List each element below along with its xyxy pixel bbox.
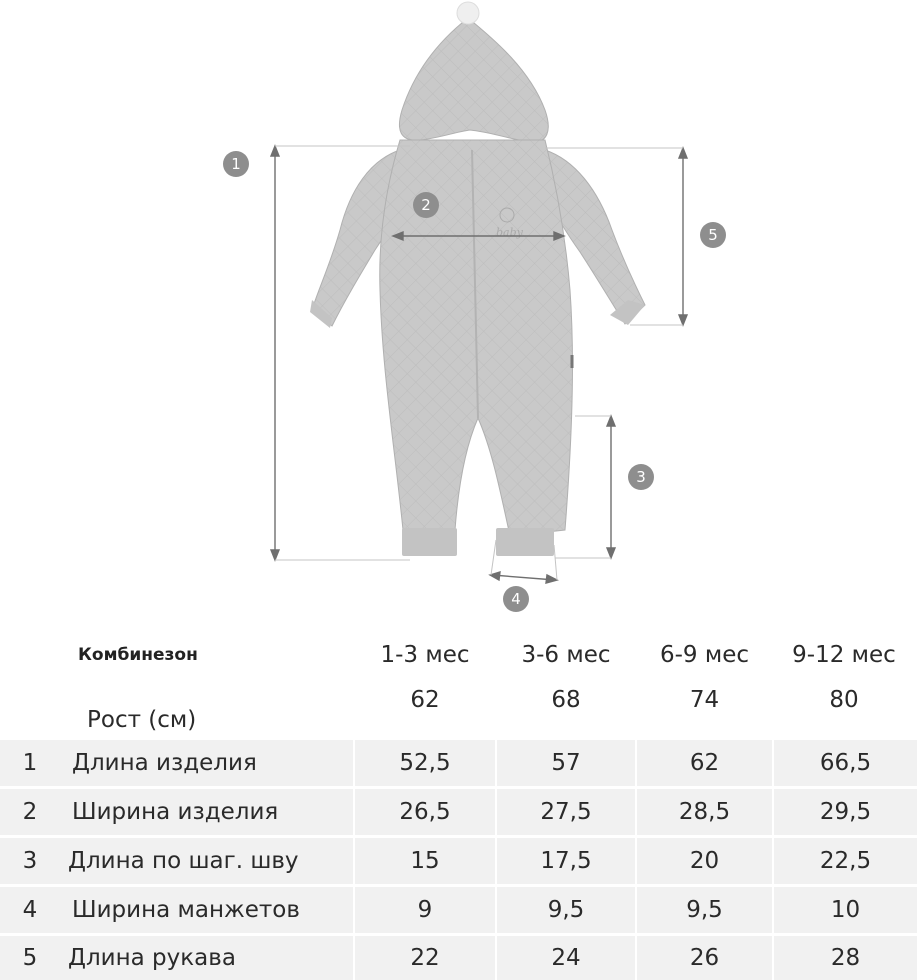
size-header: 1-3 мес — [380, 642, 470, 668]
table-header-row — [0, 630, 917, 680]
row-value: 28 — [774, 936, 917, 980]
height-value: 74 — [689, 687, 720, 713]
row-value: 57 — [497, 740, 635, 786]
right-leg-cuff — [496, 528, 554, 556]
row-value: 22 — [355, 936, 495, 980]
size-header: 3-6 мес — [521, 642, 611, 668]
row-number: 5 — [0, 936, 60, 980]
size-header: 6-9 мес — [659, 642, 750, 668]
marker-2: 2 — [413, 192, 439, 218]
row-number: 1 — [0, 740, 60, 786]
row-value: 9,5 — [497, 887, 635, 933]
row-value: 10 — [774, 887, 917, 933]
height-row — [0, 682, 917, 734]
height-label: Рост (см) — [87, 707, 197, 733]
hood — [399, 18, 548, 142]
table-row — [0, 789, 917, 835]
row-value: 9,5 — [637, 887, 772, 933]
row-number: 3 — [0, 838, 60, 884]
row-value: 22,5 — [774, 838, 917, 884]
row-value: 27,5 — [497, 789, 635, 835]
row-value: 26,5 — [355, 789, 495, 835]
size-header: 9-12 мес — [792, 642, 896, 668]
row-label: Ширина изделия — [60, 789, 353, 835]
table-row — [0, 838, 917, 884]
row-number: 2 — [0, 789, 60, 835]
height-value: 80 — [829, 687, 859, 713]
pompom — [457, 2, 479, 24]
row-value: 62 — [637, 740, 772, 786]
row-value: 24 — [497, 936, 635, 980]
table-row — [0, 936, 917, 980]
height-value: 62 — [410, 687, 440, 713]
row-value: 17,5 — [497, 838, 635, 884]
left-leg-cuff — [402, 528, 457, 556]
row-number: 4 — [0, 887, 60, 933]
table-row — [0, 887, 917, 933]
row-label: Длина изделия — [60, 740, 353, 786]
row-value: 28,5 — [637, 789, 772, 835]
table-row — [0, 740, 917, 786]
row-value: 26 — [637, 936, 772, 980]
row-value: 29,5 — [774, 789, 917, 835]
height-value: 68 — [551, 687, 581, 713]
print-text: baby — [496, 226, 523, 239]
row-value: 15 — [355, 838, 495, 884]
row-value: 9 — [355, 887, 495, 933]
row-value: 52,5 — [355, 740, 495, 786]
row-label: Длина рукава — [60, 936, 353, 980]
row-label: Длина по шаг. шву — [60, 838, 353, 884]
marker-4: 4 — [503, 586, 529, 612]
row-value: 66,5 — [774, 740, 917, 786]
row-value: 20 — [637, 838, 772, 884]
marker-1: 1 — [223, 151, 249, 177]
table-title: Комбинезон — [78, 645, 198, 665]
row-label: Ширина манжетов — [60, 887, 353, 933]
marker-3: 3 — [628, 464, 654, 490]
marker-5: 5 — [700, 222, 726, 248]
